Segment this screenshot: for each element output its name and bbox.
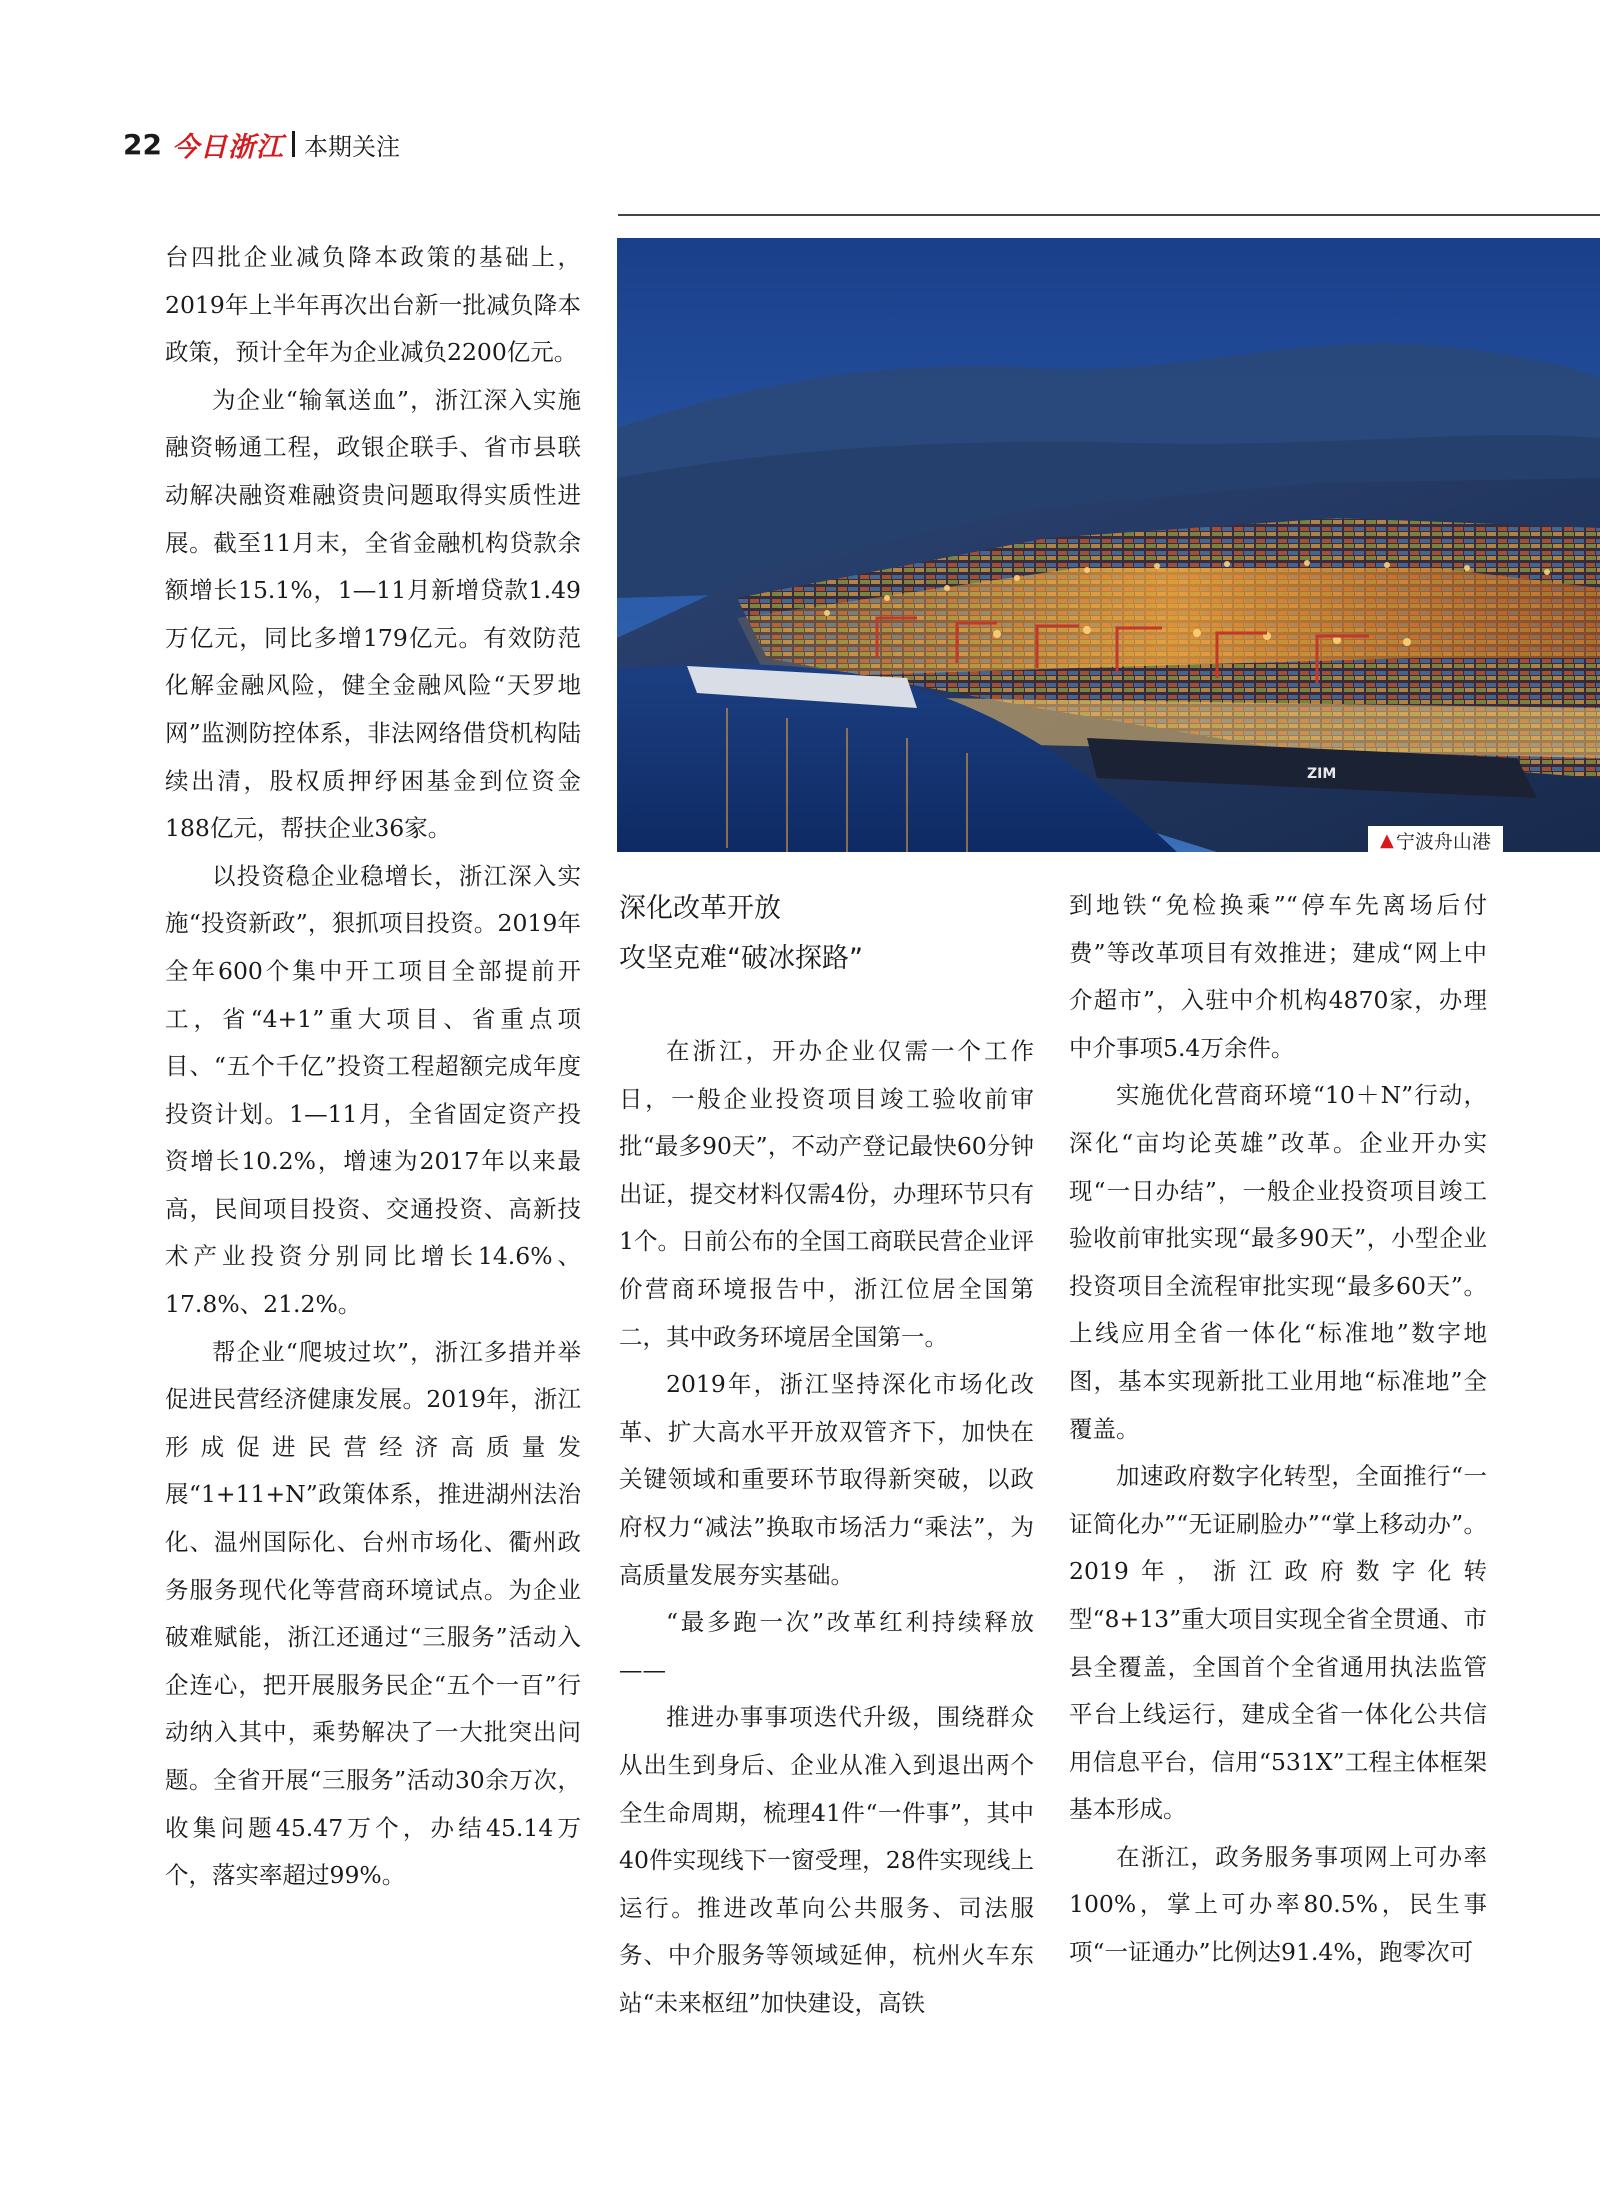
paragraph: 到地铁“免检换乘”“停车先离场后付费”等改革项目有效推进；建成“网上中介超市”，入驻中介机构4870家，办理中介事项5.4万余件。: [1069, 891, 1487, 1062]
column-3: [1069, 882, 1487, 1977]
column-2: [619, 1028, 1034, 2027]
subheading-line-2: 攻坚克难“破冰探路”: [619, 943, 863, 974]
triangle-up-icon: ▲: [1380, 829, 1394, 851]
paragraph: 在浙江，开办企业仅需一个工作日，一般企业投资项目竣工验收前审批“最多90天”，不动产登记最快60分钟出证，提交材料仅需4份，办理环节只有1个。日前公布的全国工商联民营企业评价营商环境报告中，浙江位居全国第二，其中政务环境居全国第一。: [619, 1037, 1034, 1351]
page-header: [123, 124, 400, 164]
paragraph: 2019年，浙江坚持深化市场化改革、扩大高水平开放双管齐下，加快在关键领域和重要环节取得新突破，以政府权力“减法”换取市场活力“乘法”，为高质量发展夯实基础。: [619, 1370, 1034, 1589]
paragraph: 在浙江，政务服务事项网上可办率100%，掌上可办率80.5%，民生事项“一证通办”比例达91.4%，跑零次可: [1069, 1842, 1487, 1967]
paragraph: 以投资稳企业稳增长，浙江深入实施“投资新政”，狠抓项目投资。2019年全年600个集中开工项目全部提前开工，省“4+1”重大项目、省重点项目、“五个千亿”投资工程超额完成年度投资计划。1—11月，全省固定资产投资增长10.2%，增速为2017年以来最高，民间项目投资、交通投资、高新技术产业投资分别同比增长14.6%、17.8%、21.2%。: [165, 861, 581, 1319]
section-title: 本期关注: [303, 132, 400, 161]
paragraph: 为企业“输氧送血”，浙江深入实施融资畅通工程，政银企联手、省市县联动解决融资难融资贵问题取得实质性进展。截至11月末，全省金融机构贷款余额增长15.1%，1—11月新增贷款1.49万亿元，同比多增179亿元。有效防范化解金融风险，健全金融风险“天罗地网”监测防控体系，非法网络借贷机构陆续出清，股权质押纾困基金到位资金188亿元，帮扶企业36家。: [165, 385, 581, 843]
top-rule: [618, 214, 1600, 216]
port-photo: [617, 238, 1600, 852]
column-1: [165, 234, 581, 1900]
page-number: 22: [123, 127, 162, 161]
paragraph: 实施优化营商环境“10＋N”行动，深化“亩均论英雄”改革。企业开办实现“一日办结”，一般企业投资项目竣工验收前审批实现“最多90天”，小型企业投资项目全流程审批实现“最多60天”。上线应用全省一体化“标准地”数字地图，基本实现新批工业用地“标准地”全覆盖。: [1069, 1081, 1487, 1443]
caption-text: 宁波舟山港: [1395, 830, 1491, 853]
magazine-logo: 今日浙江: [171, 131, 284, 163]
paragraph: 加速政府数字化转型，全面推行“一证简化办”“无证刷脸办”“掌上移动办”。2019年，浙江政府数字化转型“8+13”重大项目实现全省全贯通、市县全覆盖，全国首个全省通用执法监管平台上线运行，建成全省一体化公共信用信息平台，信用“531X”工程主体框架基本形成。: [1069, 1462, 1487, 1824]
paragraph: 帮企业“爬坡过坎”，浙江多措并举促进民营经济健康发展。2019年，浙江形成促进民营经济高质量发展“1+11+N”政策体系，推进湖州法治化、温州国际化、台州市场化、衢州政务服务现代化等营商环境试点。为企业破难赋能，浙江还通过“三服务”活动入企连心，把开展服务民企“五个一百”行动纳入其中，乘势解决了一大批突出问题。全省开展“三服务”活动30余万次，收集问题45.47万个，办结45.14万个，落实率超过99%。: [165, 1337, 581, 1890]
ship-label: ZIM: [1307, 766, 1337, 782]
subheading-line-1: 深化改革开放: [619, 893, 781, 924]
paragraph: 台四批企业减负降本政策的基础上，2019年上半年再次出台新一批减负降本政策，预计全年为企业减负2200亿元。: [165, 243, 581, 367]
header-divider: [292, 131, 295, 157]
section-subheading: [619, 884, 863, 984]
paragraph: 推进办事事项迭代升级，围绕群众从出生到身后、企业从准入到退出两个全生命周期，梳理41件“一件事”，其中40件实现线下一窗受理，28件实现线上运行。推进改革向公共服务、司法服务、中介服务等领域延伸，杭州火车东站“未来枢纽”加快建设，高铁: [619, 1703, 1034, 2017]
photo-caption: [1368, 826, 1503, 854]
paragraph-lead: “最多跑一次”改革红利持续释放——: [619, 1608, 1034, 1684]
